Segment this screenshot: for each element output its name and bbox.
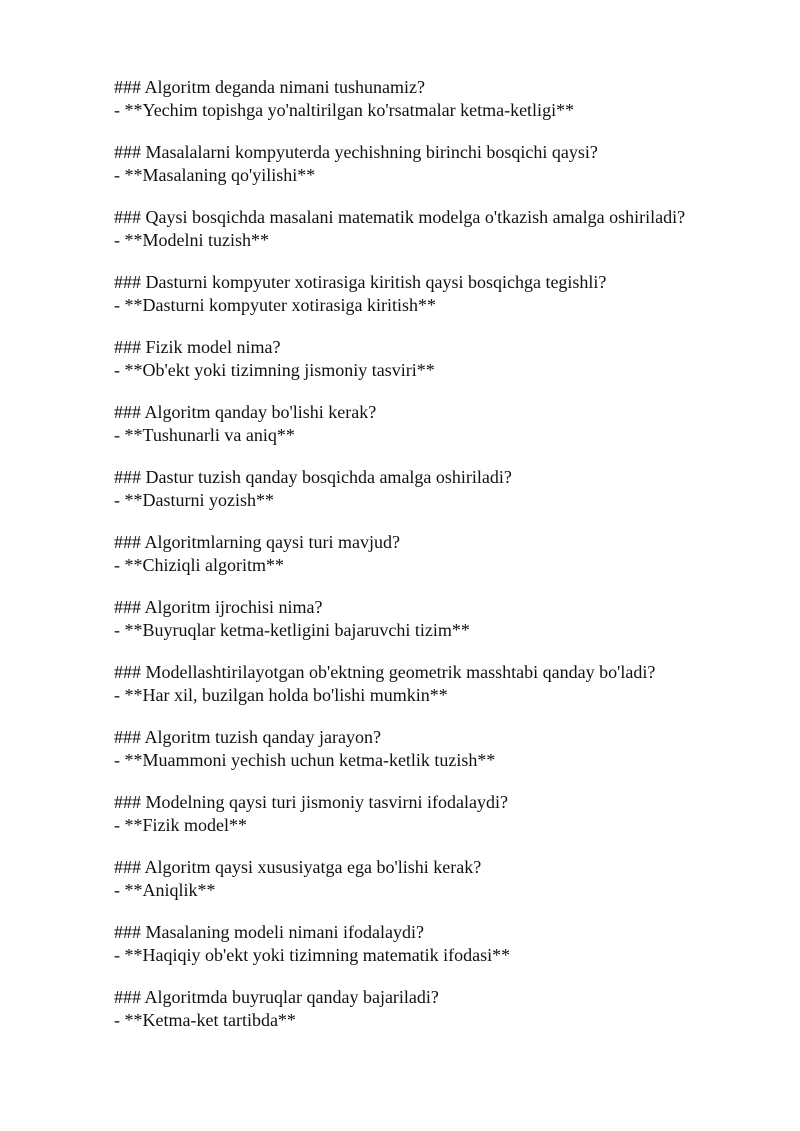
- question-text: ### Algoritm deganda nimani tushunamiz?: [114, 77, 425, 97]
- qa-item-14: [114, 921, 774, 966]
- question-text: ### Masalaning modeli nimani ifodalaydi?: [114, 922, 424, 942]
- question-text: ### Algoritmda buyruqlar qanday bajariladi?: [114, 987, 439, 1007]
- qa-item-11: [114, 726, 774, 771]
- question-text: ### Qaysi bosqichda masalani matematik modelga o'tkazish amalga oshiriladi?: [114, 207, 686, 227]
- answer-text: - **Masalaning qo'yilishi**: [114, 164, 316, 185]
- qa-item-10: [114, 661, 774, 706]
- answer-text: - **Dasturni yozish**: [114, 489, 274, 510]
- answer-text: - **Buyruqlar ketma-ketligini bajaruvchi tizim**: [114, 619, 470, 640]
- answer-text: - **Ob'ekt yoki tizimning jismoniy tasviri**: [114, 359, 435, 380]
- qa-item-13: [114, 856, 774, 901]
- question-text: ### Algoritm qanday bo'lishi kerak?: [114, 402, 377, 422]
- qa-item-1: [114, 76, 774, 121]
- question-text: ### Algoritm ijrochisi nima?: [114, 597, 323, 617]
- qa-item-5: [114, 336, 774, 381]
- answer-text: - **Haqiqiy ob'ekt yoki tizimning matematik ifodasi**: [114, 944, 511, 965]
- question-text: ### Algoritm qaysi xususiyatga ega bo'lishi kerak?: [114, 857, 482, 877]
- answer-text: - **Chiziqli algoritm**: [114, 554, 284, 575]
- qa-item-9: [114, 596, 774, 641]
- qa-item-4: [114, 271, 774, 316]
- question-text: ### Masalalarni kompyuterda yechishning birinchi bosqichi qaysi?: [114, 142, 598, 162]
- answer-text: - **Ketma-ket tartibda**: [114, 1009, 296, 1030]
- question-text: ### Dasturni kompyuter xotirasiga kiritish qaysi bosqichga tegishli?: [114, 272, 607, 292]
- answer-text: - **Tushunarli va aniq**: [114, 424, 295, 445]
- qa-item-3: [114, 206, 774, 251]
- answer-text: - **Muammoni yechish uchun ketma-ketlik tuzish**: [114, 749, 496, 770]
- answer-text: - **Har xil, buzilgan holda bo'lishi mumkin**: [114, 684, 448, 705]
- answer-text: - **Fizik model**: [114, 814, 247, 835]
- qa-item-6: [114, 401, 774, 446]
- question-text: ### Modelning qaysi turi jismoniy tasvirni ifodalaydi?: [114, 792, 508, 812]
- question-text: ### Fizik model nima?: [114, 337, 281, 357]
- answer-text: - **Dasturni kompyuter xotirasiga kiritish**: [114, 294, 436, 315]
- question-text: ### Modellashtirilayotgan ob'ektning geometrik masshtabi qanday bo'ladi?: [114, 662, 656, 682]
- qa-item-8: [114, 531, 774, 576]
- answer-text: - **Yechim topishga yo'naltirilgan ko'rsatmalar ketma-ketligi**: [114, 99, 575, 120]
- answer-text: - **Modelni tuzish**: [114, 229, 269, 250]
- answer-text: - **Aniqlik**: [114, 879, 216, 900]
- question-text: ### Algoritmlarning qaysi turi mavjud?: [114, 532, 400, 552]
- question-text: ### Algoritm tuzish qanday jarayon?: [114, 727, 381, 747]
- document-page: [114, 76, 774, 1051]
- qa-item-12: [114, 791, 774, 836]
- qa-item-2: [114, 141, 774, 186]
- qa-item-15: [114, 986, 774, 1031]
- qa-item-7: [114, 466, 774, 511]
- question-text: ### Dastur tuzish qanday bosqichda amalga oshiriladi?: [114, 467, 512, 487]
